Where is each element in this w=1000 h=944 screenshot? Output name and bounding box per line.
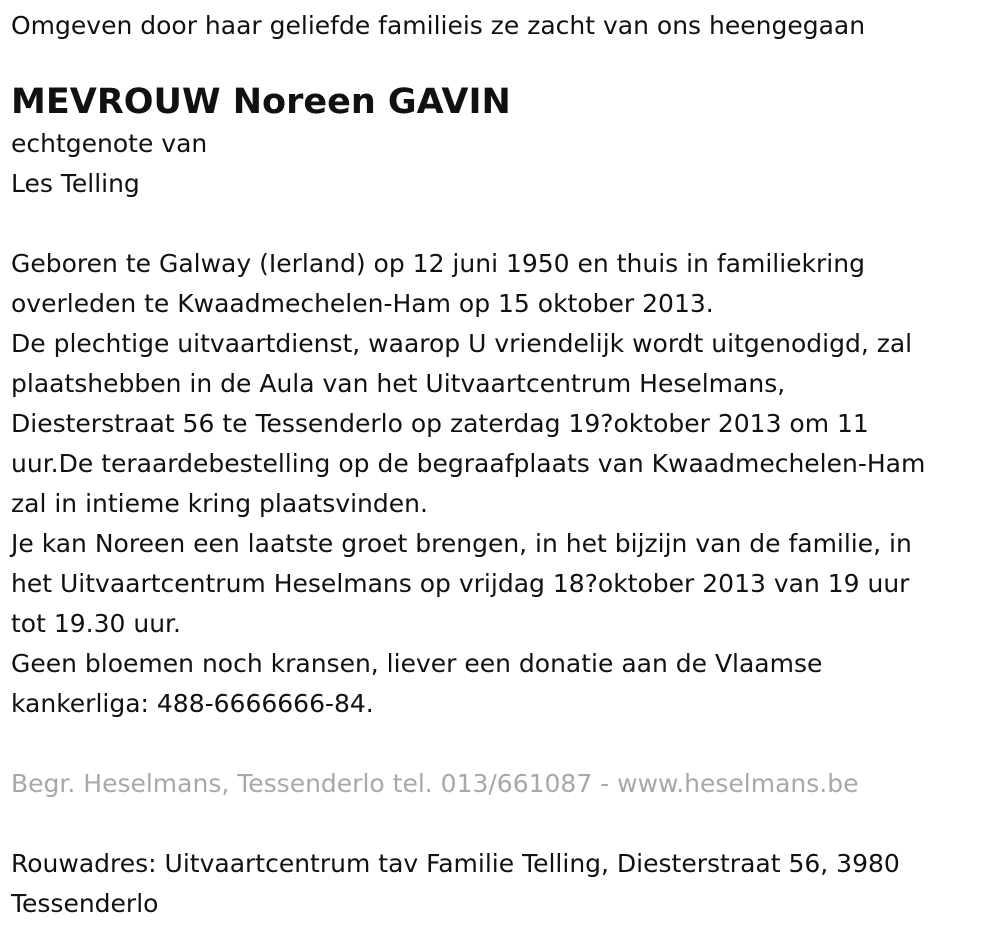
body-line: overleden te Kwaadmechelen-Ham op 15 oktober 2013. bbox=[11, 289, 714, 318]
undertaker-credit: Begr. Heselmans, Tessenderlo tel. 013/661087 - www.heselmans.be bbox=[11, 769, 859, 798]
spacer bbox=[11, 804, 1000, 844]
body-line: het Uitvaartcentrum Heselmans op vrijdag 18?oktober 2013 van 19 uur bbox=[11, 569, 910, 598]
body-line: uur.De teraardebestelling op de begraafplaats van Kwaadmechelen-Ham bbox=[11, 449, 926, 478]
address-line: Rouwadres: Uitvaartcentrum tav Familie Telling, Diesterstraat 56, 3980 bbox=[11, 849, 900, 878]
body-line: plaatshebben in de Aula van het Uitvaartcentrum Heselmans, bbox=[11, 369, 786, 398]
spouse-prefix: echtgenote van bbox=[11, 129, 208, 158]
notice-body bbox=[11, 244, 1000, 724]
address-line: Tessenderlo bbox=[11, 889, 159, 918]
spacer bbox=[11, 724, 1000, 764]
intro-text: Omgeven door haar geliefde familieis ze zacht van ons heengegaan bbox=[11, 11, 866, 40]
deceased-name: MEVROUW Noreen GAVIN bbox=[11, 82, 511, 122]
body-line: Diesterstraat 56 te Tessenderlo op zaterdag 19?oktober 2013 om 11 bbox=[11, 409, 869, 438]
mourning-address bbox=[11, 844, 1000, 924]
body-line: zal in intieme kring plaatsvinden. bbox=[11, 489, 428, 518]
spouse-name: Les Telling bbox=[11, 169, 140, 198]
body-line: Je kan Noreen een laatste groet brengen, in het bijzijn van de familie, in bbox=[11, 529, 912, 558]
body-line: kankerliga: 488-6666666-84. bbox=[11, 689, 374, 718]
body-line: De plechtige uitvaartdienst, waarop U vriendelijk wordt uitgenodigd, zal bbox=[11, 329, 913, 358]
body-line: tot 19.30 uur. bbox=[11, 609, 181, 638]
spacer bbox=[11, 204, 1000, 244]
body-line: Geen bloemen noch kransen, liever een donatie aan de Vlaamse bbox=[11, 649, 823, 678]
body-line: Geboren te Galway (Ierland) op 12 juni 1950 en thuis in familiekring bbox=[11, 249, 865, 278]
